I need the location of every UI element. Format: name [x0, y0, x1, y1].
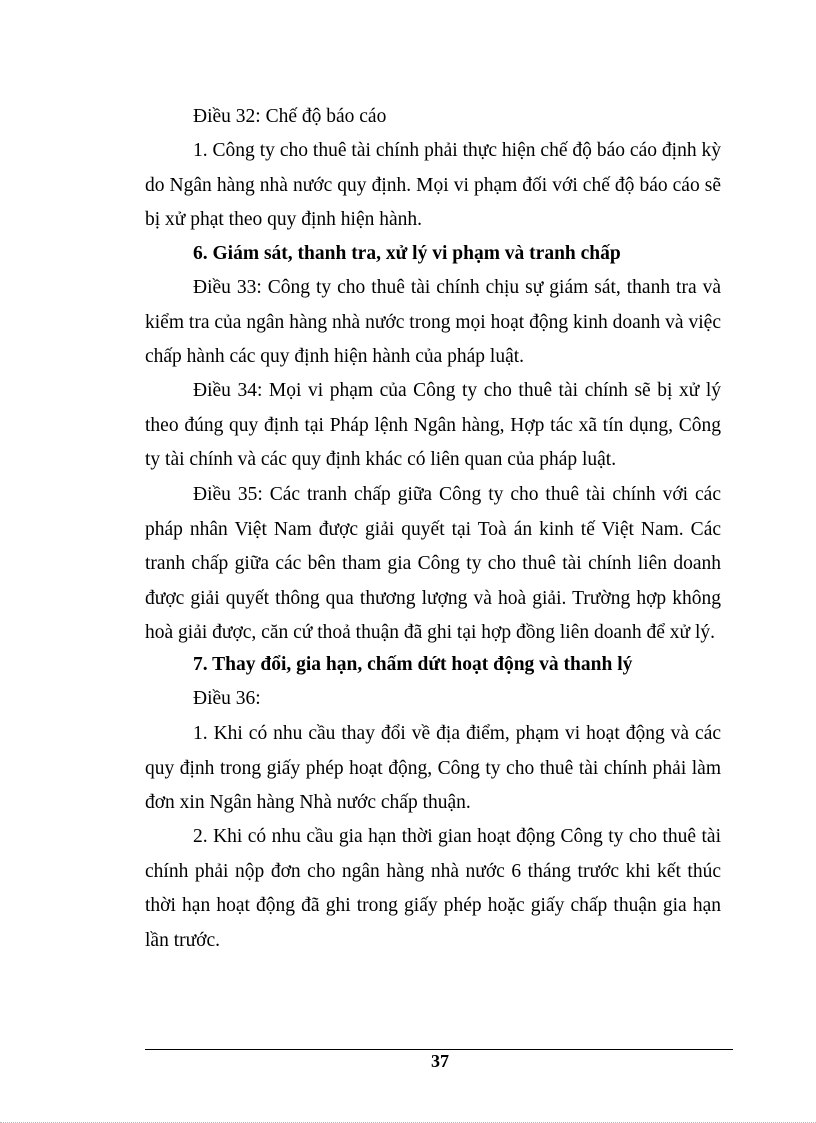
article-34: Điều 34: Mọi vi phạm của Công ty cho thuê tài chính sẽ bị xử lý theo đúng quy định tại Pháp lệnh Ngân hàng, Hợp tác xã tín dụng, Công ty tài chính và các quy định khác có liên quan của pháp luật.: [145, 380, 721, 471]
article-32-clause-1: 1. Công ty cho thuê tài chính phải thực hiện chế độ báo cáo định kỳ do Ngân hàng nhà nước quy định. Mọi vi phạm đối với chế độ báo cáo sẽ bị xử phạt theo quy định hiện hành.: [145, 140, 721, 231]
page-number: 37: [431, 1051, 449, 1071]
article-35: Điều 35: Các tranh chấp giữa Công ty cho thuê tài chính với các pháp nhân Việt Nam được giải quyết tại Toà án kinh tế Việt Nam. Các tranh chấp giữa các bên tham gia Công ty cho thuê tài chính liên doanh được giải quyết thông qua thương lượng và hoà giải. Trường hợp không hoà giải được, căn cứ thoả thuận đã ghi tại hợp đồng liên doanh để xử lý.: [145, 484, 721, 644]
section-7-heading: 7. Thay đổi, gia hạn, chấm dứt hoạt động và thanh lý: [193, 654, 633, 675]
article-36-clause-2: 2. Khi có nhu cầu gia hạn thời gian hoạt động Công ty cho thuê tài chính phải nộp đơn cho ngân hàng nhà nước 6 tháng trước khi kết thúc thời hạn hoạt động đã ghi trong giấy phép hoặc giấy chấp thuận gia hạn lần trước.: [145, 826, 721, 951]
section-6-heading: 6. Giám sát, thanh tra, xử lý vi phạm và tranh chấp: [193, 243, 621, 264]
article-36-clause-1: 1. Khi có nhu cầu thay đổi về địa điểm, phạm vi hoạt động và các quy định trong giấy phép hoạt động, Công ty cho thuê tài chính phải làm đơn xin Ngân hàng Nhà nước chấp thuận.: [145, 723, 721, 814]
footer-divider: [145, 1049, 733, 1050]
article-32-title: Điều 32: Chế độ báo cáo: [193, 106, 387, 127]
article-36-title: Điều 36:: [193, 688, 261, 709]
article-33: Điều 33: Công ty cho thuê tài chính chịu sự giám sát, thanh tra và kiểm tra của ngân hàng nhà nước trong mọi hoạt động kinh doanh và việc chấp hành các quy định hiện hành của pháp luật.: [145, 277, 721, 368]
